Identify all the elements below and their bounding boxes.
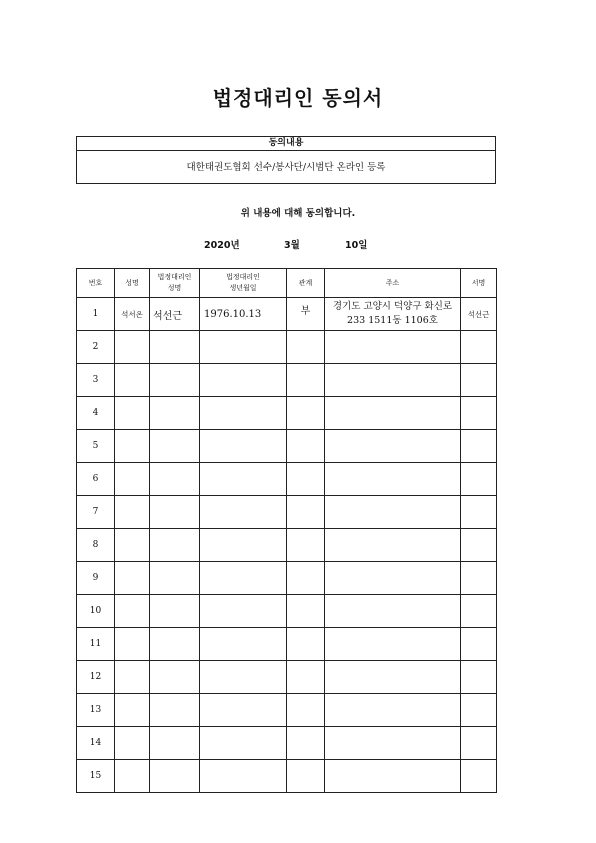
table-row: [77, 562, 497, 595]
row-relation: [287, 661, 325, 694]
row-signature: [461, 727, 497, 760]
row-relation: [287, 628, 325, 661]
row-address: 경기도 고양시 덕양구 화신로 233 1511동 1106호: [325, 298, 461, 331]
row-number: 4: [77, 397, 115, 430]
table-row: [77, 760, 497, 793]
row-guardian-birth: [200, 529, 287, 562]
row-guardian-name: [150, 397, 200, 430]
date-day: 10일: [345, 240, 368, 251]
row-number: 9: [77, 562, 115, 595]
row-number: 5: [77, 430, 115, 463]
row-number: 6: [77, 463, 115, 496]
row-relation: [287, 463, 325, 496]
table-row: [77, 595, 497, 628]
table-row: [77, 628, 497, 661]
header-relation: 관계: [287, 269, 325, 298]
row-relation: [287, 364, 325, 397]
row-guardian-name: [150, 661, 200, 694]
row-guardian-birth: [200, 430, 287, 463]
row-guardian-name: [150, 595, 200, 628]
row-signature: [461, 661, 497, 694]
row-guardian-birth: [200, 628, 287, 661]
row-name: [115, 397, 150, 430]
row-signature: [461, 496, 497, 529]
header-guardian-birth-line1: 법정대리인: [226, 273, 260, 281]
row-signature: 석선근: [461, 298, 497, 331]
table-row: [77, 331, 497, 364]
row-number: 7: [77, 496, 115, 529]
row-address: [325, 397, 461, 430]
row-name: [115, 694, 150, 727]
table-header-row: [77, 269, 497, 298]
row-relation: [287, 595, 325, 628]
header-guardian-birth-line2: 생년월일: [229, 284, 257, 292]
row-relation: [287, 727, 325, 760]
table-row: [77, 397, 497, 430]
row-guardian-birth: [200, 496, 287, 529]
consent-header: 동의내용: [77, 137, 495, 151]
row-name: [115, 496, 150, 529]
row-address: [325, 364, 461, 397]
row-guardian-name: [150, 562, 200, 595]
row-signature: [461, 595, 497, 628]
guardian-table: [76, 268, 497, 793]
row-name: [115, 760, 150, 793]
row-signature: [461, 463, 497, 496]
row-signature: [461, 562, 497, 595]
row-address: [325, 595, 461, 628]
row-name: [115, 727, 150, 760]
row-guardian-birth: [200, 760, 287, 793]
date-year: 2020년: [204, 240, 240, 251]
row-signature: [461, 430, 497, 463]
row-address: [325, 331, 461, 364]
row-number: 8: [77, 529, 115, 562]
row-name: [115, 661, 150, 694]
row-guardian-name: [150, 694, 200, 727]
row-guardian-birth: 1976.10.13: [200, 298, 287, 331]
table-row: [77, 298, 497, 331]
row-guardian-name: [150, 529, 200, 562]
row-guardian-birth: [200, 727, 287, 760]
row-name: [115, 628, 150, 661]
row-guardian-birth: [200, 562, 287, 595]
row-relation: [287, 496, 325, 529]
row-number: 3: [77, 364, 115, 397]
table-row: [77, 529, 497, 562]
row-guardian-birth: [200, 397, 287, 430]
row-name: [115, 430, 150, 463]
row-relation: 부: [287, 298, 325, 331]
row-guardian-name: [150, 331, 200, 364]
row-guardian-name: [150, 727, 200, 760]
row-address: [325, 760, 461, 793]
header-name: 성명: [115, 269, 150, 298]
row-relation: [287, 397, 325, 430]
row-address: [325, 463, 461, 496]
row-guardian-birth: [200, 661, 287, 694]
row-address: [325, 694, 461, 727]
date-month: 3월: [284, 240, 300, 251]
row-number: 12: [77, 661, 115, 694]
header-address: 주소: [325, 269, 461, 298]
row-guardian-name: [150, 463, 200, 496]
row-guardian-name: [150, 496, 200, 529]
row-guardian-birth: [200, 463, 287, 496]
header-signature: 서명: [461, 269, 497, 298]
table-row: [77, 727, 497, 760]
row-name: [115, 595, 150, 628]
row-signature: [461, 364, 497, 397]
consent-box: [76, 136, 496, 184]
row-relation: [287, 562, 325, 595]
consent-text: 대한태권도협회 선수/봉사단/시범단 온라인 등록: [186, 162, 386, 173]
row-address: [325, 562, 461, 595]
row-name: [115, 463, 150, 496]
header-guardian-name: [150, 269, 200, 298]
row-guardian-name: [150, 760, 200, 793]
document-title: 법정대리인 동의서: [212, 86, 384, 110]
row-number: 13: [77, 694, 115, 727]
table-row: [77, 694, 497, 727]
row-signature: [461, 529, 497, 562]
row-guardian-name: [150, 364, 200, 397]
row-relation: [287, 529, 325, 562]
row-address: [325, 661, 461, 694]
row-signature: [461, 331, 497, 364]
row-number: 15: [77, 760, 115, 793]
row-relation: [287, 760, 325, 793]
row-address: [325, 430, 461, 463]
header-guardian-birth: [200, 269, 287, 298]
header-guardian-name-line1: 법정대리인: [157, 273, 192, 281]
row-signature: [461, 760, 497, 793]
row-signature: [461, 694, 497, 727]
row-signature: [461, 397, 497, 430]
row-guardian-birth: [200, 331, 287, 364]
row-number: 14: [77, 727, 115, 760]
row-name: [115, 562, 150, 595]
row-address: [325, 628, 461, 661]
row-number: 2: [77, 331, 115, 364]
row-number: 11: [77, 628, 115, 661]
table-row: [77, 430, 497, 463]
table-row: [77, 661, 497, 694]
row-guardian-name: [150, 430, 200, 463]
row-relation: [287, 331, 325, 364]
row-name: [115, 529, 150, 562]
agreement-statement: 위 내용에 대해 동의합니다.: [240, 208, 356, 219]
row-address: [325, 496, 461, 529]
row-relation: [287, 694, 325, 727]
header-guardian-name-line2: 성명: [167, 284, 182, 292]
row-address: [325, 529, 461, 562]
table-row: [77, 364, 497, 397]
row-name: 석서온: [115, 298, 150, 331]
row-relation: [287, 430, 325, 463]
row-guardian-birth: [200, 364, 287, 397]
row-guardian-birth: [200, 595, 287, 628]
row-name: [115, 364, 150, 397]
row-number: 10: [77, 595, 115, 628]
row-address: [325, 727, 461, 760]
header-no: 번호: [77, 269, 115, 298]
row-guardian-name: 석선근: [150, 298, 200, 331]
table-row: [77, 496, 497, 529]
row-name: [115, 331, 150, 364]
row-guardian-birth: [200, 694, 287, 727]
row-guardian-name: [150, 628, 200, 661]
table-row: [77, 463, 497, 496]
row-signature: [461, 628, 497, 661]
row-number: 1: [77, 298, 115, 331]
